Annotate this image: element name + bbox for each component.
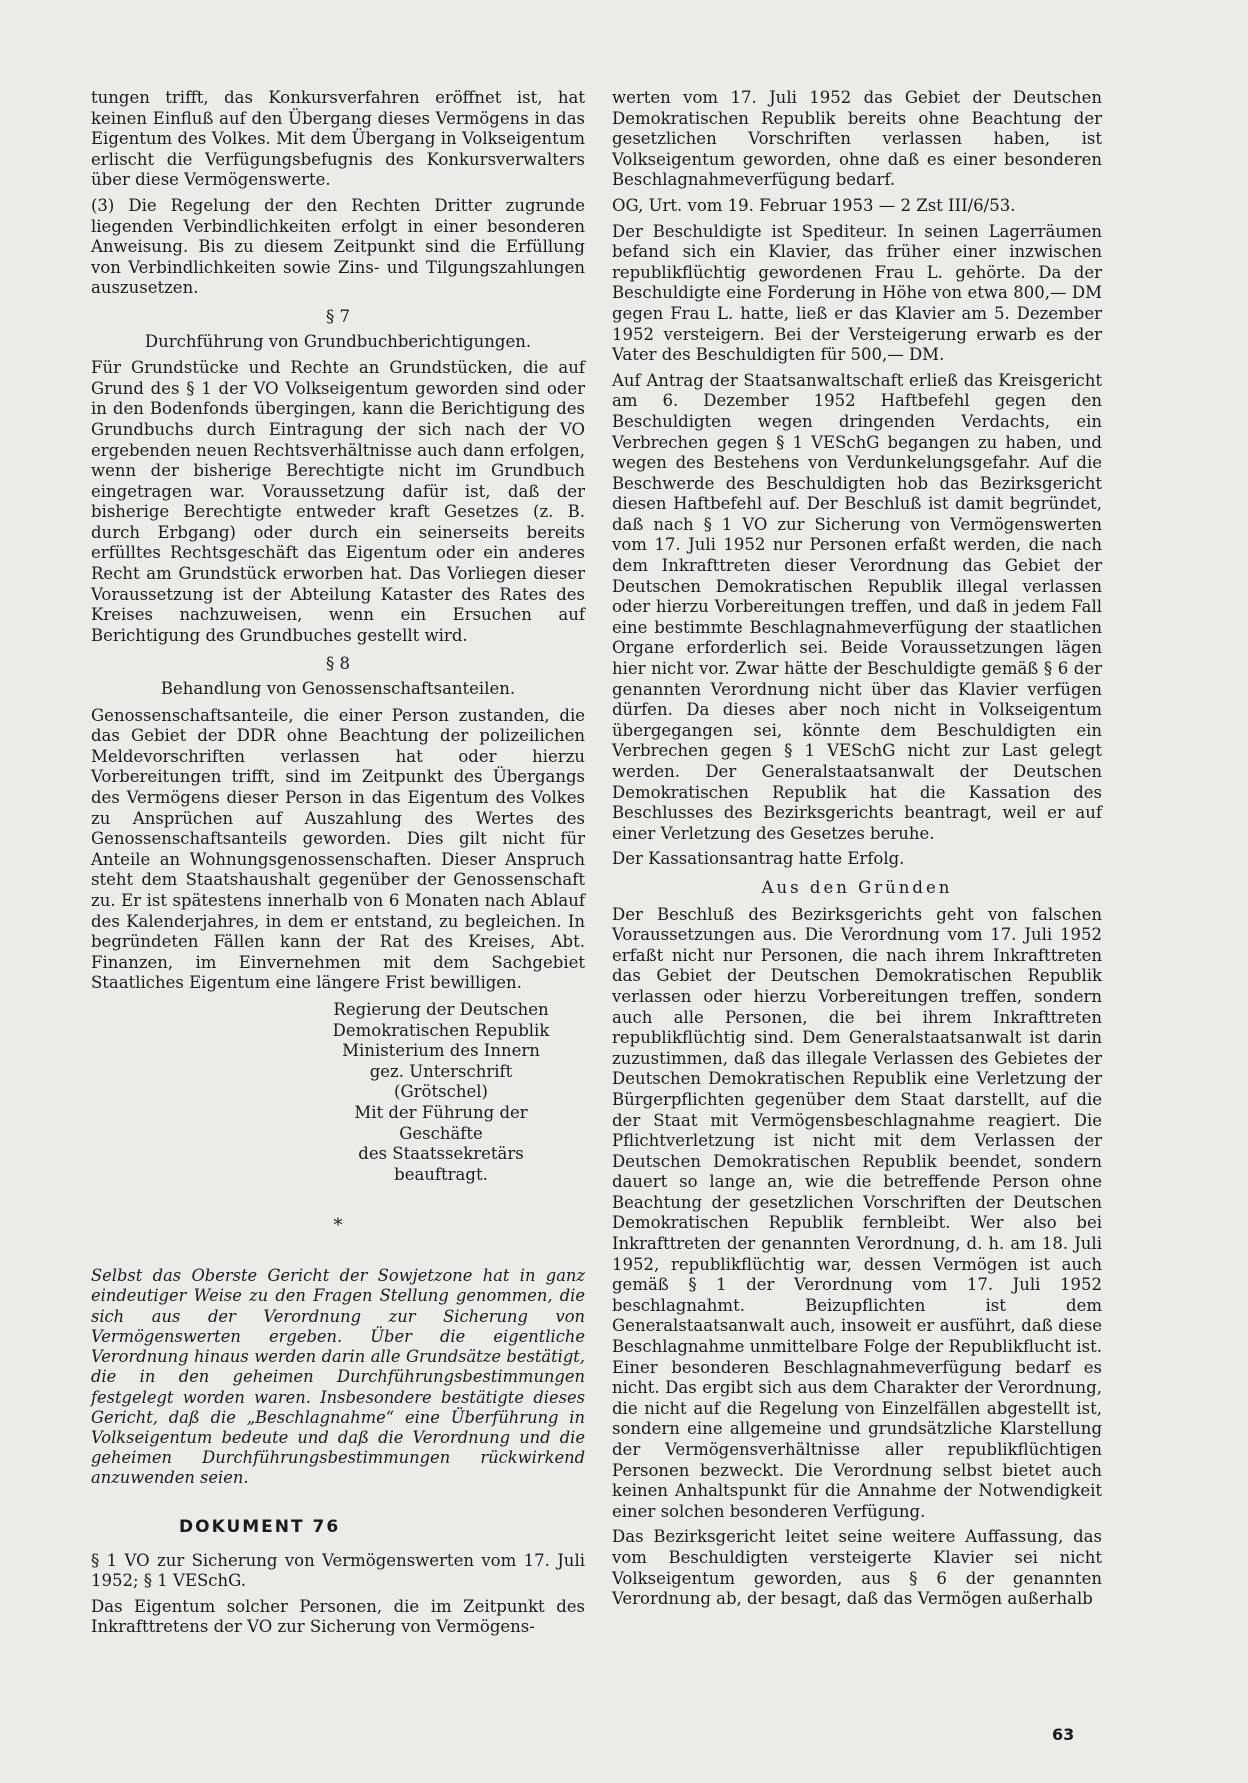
- section-number-8: § 8: [326, 654, 350, 674]
- section-title-7: Durchführung von Grundbuchberichtigungen.: [144, 331, 532, 351]
- page-number: 63: [1052, 1725, 1075, 1744]
- paragraph: werten vom 17. Juli 1952 das Gebiet der Deutschen Demokratischen Republik bereits ohne Beachtung der gesetzlichen Vorschriften verlassen haben, ist Volkseigentum geworden, ohne daß es einer besonderen Beschlagnahmeverfügung bedarf.: [612, 88, 1102, 190]
- document-heading: DOKUMENT 76: [179, 1516, 341, 1537]
- commentary-block: [91, 1266, 585, 1488]
- paragraph: Der Kassationsantrag hatte Erfolg.: [612, 849, 905, 869]
- signature-line: des Staatssekretärs beauftragt.: [358, 1144, 524, 1184]
- paragraph: Das Bezirksgericht leitet seine weitere Auffassung, das vom Beschuldigten versteigerte Klavier sei nicht Volkseigentum geworden, aus § 6 der genannten Verordnung ab, der besagt, daß das Vermögen außerhalb: [612, 1527, 1102, 1609]
- document-reference: § 1 VO zur Sicherung von Vermögenswerten vom 17. Juli 1952; § 1 VESchG.: [91, 1550, 585, 1591]
- signature-line: Mit der Führung der Geschäfte: [354, 1102, 528, 1143]
- paragraph: tungen trifft, das Konkursverfahren eröffnet ist, hat keinen Einfluß auf den Übergang dieses Vermögens in das Eigentum des Volkes. Mit dem Übergang in Volkseigentum erlischt die Verfügungsbefugnis des Konkursverwalters über diese Vermögenswerte.: [91, 88, 585, 190]
- signature-line: Ministerium des Innern: [342, 1041, 540, 1061]
- document-text: Das Eigentum solcher Personen, die im Zeitpunkt des Inkrafttretens der VO zur Sicherung von Vermögens-: [91, 1596, 585, 1637]
- grounds-heading: Aus den Gründen: [761, 877, 953, 897]
- section-text-7: Für Grundstücke und Rechte an Grundstücken, die auf Grund des § 1 der VO Volkseigentum geworden sind oder in den Bodenfonds übergingen, kann die Berichtigung des Grundbuchs durch Eintragung der sich nach der VO ergebenden neuen Rechtsverhältnisse auch dann erfolgen, wenn der bisherige Berechtigte nicht im Grundbuch eingetragen war. Voraussetzung dafür ist, daß der bisherige Berechtigte entweder kraft Gesetzes (z. B. durch Erbgang) oder durch ein seinerseits bereits erfülltes Rechtsgeschäft das Eigentum oder ein anderes Recht am Grundstück erworben hat. Das Vorliegen dieser Voraussetzung ist der Abteilung Kataster des Rates des Kreises nachzuweisen, wenn ein Ersuchen auf Berichtigung des Grundbuches gestellt wird.: [91, 358, 585, 645]
- section-separator: *: [333, 1215, 343, 1237]
- court-citation: OG, Urt. vom 19. Februar 1953 — 2 Zst III/6/53.: [612, 195, 1016, 215]
- right-column: [612, 88, 1102, 1615]
- signature-block: [311, 1000, 571, 1185]
- signature-line: Demokratischen Republik: [332, 1020, 550, 1040]
- section-text-8: Genossenschaftsanteile, die einer Person zustanden, die das Gebiet der DDR ohne Beachtung der polizeilichen Meldevorschriften verlassen hat oder hierzu Vorbereitungen trifft, sind im Zeitpunkt des Übergangs des Vermögens dieser Person in das Eigentum des Volkes zu Ansprüchen auf Auszahlung des Wertes des Genossenschaftsanteils geworden. Dies gilt nicht für Anteile an Wohnungsgenossenschaften. Dieser Anspruch steht dem Staatshaushalt gegenüber der Genossenschaft zu. Er ist spätestens innerhalb von 6 Monaten nach Ablauf des Kalenderjahres, in dem er entstand, zu begleichen. In begründeten Fällen kann der Rat des Kreises, Abt. Finanzen, im Einvernehmen mit dem Sachgebiet Staatliches Eigentum eine längere Frist bewilligen.: [91, 705, 585, 993]
- signature-line: (Grötschel): [394, 1082, 488, 1102]
- paragraph: Auf Antrag der Staatsanwaltschaft erließ das Kreisgericht am 6. Dezember 1952 Haftbefehl gegen den Beschuldigten wegen dringenden Verdachts, ein Verbrechen gegen § 1 VESchG begangen zu haben, und wegen des Bestehens von Verdunkelungsgefahr. Auf die Beschwerde des Beschuldigten hob das Bezirksgericht diesen Haftbefehl auf. Der Beschluß ist damit begründet, daß nach § 1 VO zur Sicherung von Vermögenswerten vom 17. Juli 1952 nur Personen erfaßt werden, die nach dem Inkrafttreten dieser Verordnung das Gebiet der Deutschen Demokratischen Republik illegal verlassen oder hierzu Vorbereitungen treffen, und daß in jedem Fall eine bestimmte Beschlagnahmeverfügung der staatlichen Organe erforderlich sei. Beide Voraussetzungen lägen hier nicht vor. Zwar hätte der Beschuldigte gemäß § 6 der genannten Verordnung nicht über das Klavier verfügen dürfen. Da dieses aber noch nicht in Volkseigentum übergegangen sei, könnte dem Beschuldigten ein Verbrechen gegen § 1 VESchG nicht zur Last gelegt werden. Der Generalstaatsanwalt der Deutschen Demokratischen Republik hat die Kassation des Beschlusses des Bezirksgerichts beantragt, weil er auf einer Verletzung des Gesetzes beruhe.: [612, 370, 1102, 843]
- signature-line: gez. Unterschrift: [369, 1061, 513, 1081]
- paragraph: (3) Die Regelung der den Rechten Dritter zugrunde liegenden Verbindlichkeiten erfolgt in einer besonderen Anweisung. Bis zu diesem Zeitpunkt sind die Erfüllung von Verbindlichkeiten sowie Zins- und Tilgungszahlungen auszusetzen.: [91, 195, 585, 298]
- commentary-text: Selbst das Oberste Gericht der Sowjetzone hat in ganz eindeutiger Weise zu den Fragen Stellung genommen, die sich aus der Verordnung zur Sicherung von Vermögenswerten ergeben. Über die eigentliche Verordnung hinaus werden darin alle Grundsätze bestätigt, die in den geheimen Durchführungsbestimmungen festgelegt worden waren. Insbesondere bestätigte dieses Gericht, daß die „Beschlagnahme“ eine Überführung in Volkseigentum bedeute und daß die Verordnung und die geheimen Durchführungsbestimmungen rückwirkend anzuwenden seien.: [91, 1266, 585, 1488]
- signature-line: Regierung der Deutschen: [333, 999, 549, 1019]
- paragraph: Der Beschuldigte ist Spediteur. In seinen Lagerräumen befand sich ein Klavier, das früher einer inzwischen republikflüchtig gewordenen Frau L. gehörte. Da der Beschuldigte eine Forderung in Höhe von etwa 800,— DM gegen Frau L. hatte, ließ er das Klavier am 5. Dezember 1952 versteigern. Bei der Versteigerung erwarb es der Vater des Beschuldigten für 500,— DM.: [612, 221, 1102, 365]
- section-title-8: Behandlung von Genossenschaftsanteilen.: [160, 679, 516, 699]
- left-column: [91, 88, 585, 1643]
- paragraph: Der Beschluß des Bezirksgerichts geht von falschen Voraussetzungen aus. Die Verordnung vom 17. Juli 1952 erfaßt nicht nur Personen, die nach ihrem Inkrafttreten das Gebiet der Deutschen Demokratischen Republik verlassen oder hierzu Vorbereitungen treffen, sondern auch alle Personen, die bei ihrem Inkrafttreten republikflüchtig sind. Dem Generalstaatsanwalt ist darin zuzustimmen, daß das illegale Verlassen des Gebietes der Deutschen Demokratischen Republik eine Verletzung der Bürgerpflichten gegenüber dem Staat darstellt, auf die der Staat mit Vermögensbeschlagnahme reagiert. Die Pflichtverletzung ist nicht mit dem Verlassen der Deutschen Demokratischen Republik beendet, sondern dauert so lange an, wie die betreffende Person ohne Beachtung der gesetzlichen Vorschriften der Deutschen Demokratischen Republik fernbleibt. Wer also bei Inkrafttreten der genannten Verordnung, d. h. am 18. Juli 1952, republikflüchtig war, dessen Vermögen ist auch gemäß § 1 der Verordnung vom 17. Juli 1952 beschlagnahmt. Beizupflichten ist dem Generalstaatsanwalt auch, insoweit er ausführt, daß diese Beschlagnahme unmittelbare Folge der Republikflucht ist. Einer besonderen Beschlagnahmeverfügung bedarf es nicht. Das ergibt sich aus dem Charakter der Verordnung, die nicht auf die Regelung von Einzelfällen abgestellt ist, sondern eine allgemeine und grundsätzliche Klarstellung der Vermögensverhältnisse aller republikflüchtigen Personen bezweckt. Die Verordnung selbst bietet auch keinen Anhaltspunkt für die Annahme der Notwendigkeit einer solchen besonderen Verfügung.: [612, 904, 1102, 1521]
- section-number-7: § 7: [326, 306, 350, 326]
